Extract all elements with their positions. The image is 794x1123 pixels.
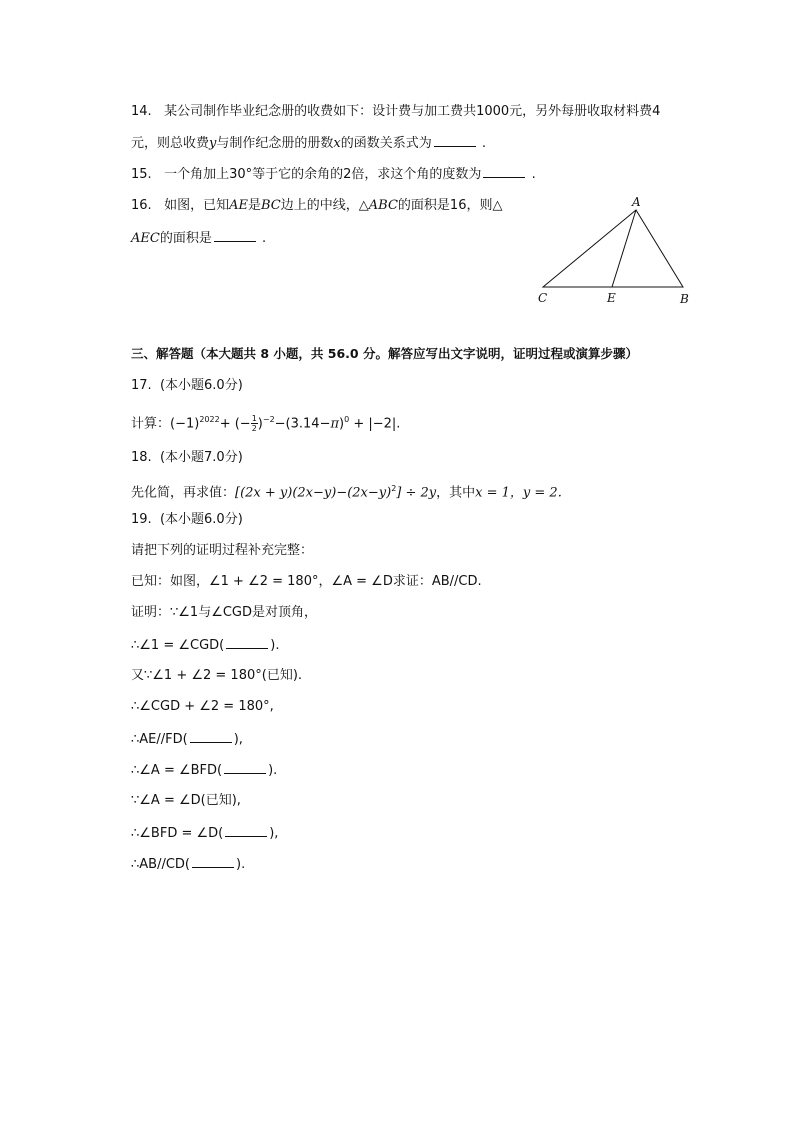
q19-step-7: [131, 823, 278, 844]
q18-header: [131, 448, 243, 468]
q16-text-3: 边上的中线，: [280, 198, 359, 213]
q19-blank-2[interactable]: [190, 729, 232, 743]
q18-score: (本小题7.0分): [159, 450, 243, 465]
q16-text-1: 如图，已知: [164, 198, 230, 213]
q19-step-8-end: ).: [236, 857, 246, 872]
q17-exp-3: 0: [344, 415, 350, 424]
label-c: C: [538, 291, 548, 305]
q19-header: [131, 510, 243, 530]
q17-part-5: ): [339, 416, 345, 432]
q17-label: 计算：: [131, 416, 171, 432]
q14-text-b: 与制作纪念册的册数: [216, 136, 334, 151]
q19-step-4-end: ),: [233, 732, 243, 747]
q18-condition: x = 1，y = 2.: [475, 485, 562, 501]
q16-period: .: [261, 231, 267, 246]
q19-step-1-end: ).: [270, 638, 280, 653]
q19-step-6: ∵∠A = ∠D(已知),: [131, 793, 241, 808]
q16-line1: [131, 196, 502, 216]
q17-header: [131, 376, 243, 396]
q19-step-7-end: ),: [269, 826, 279, 841]
q19-step-4-text: ∴AE//FD(: [131, 732, 188, 747]
q14-line2: [131, 133, 486, 154]
label-e: E: [607, 291, 616, 305]
q17-score: (本小题6.0分): [159, 378, 243, 393]
q15-answer-blank[interactable]: [483, 164, 525, 178]
q17-expression: [131, 410, 400, 434]
q14-text-line1: 某公司制作毕业纪念册的收费如下：设计费与加工费共1000元，另外每册收取材料费4: [164, 104, 661, 119]
q16-text-4: 的面积是16，则: [397, 198, 493, 213]
q14-number: 14.: [131, 104, 152, 119]
label-b: B: [680, 292, 689, 306]
label-a: A: [632, 195, 641, 209]
q16-var-bc: BC: [261, 198, 281, 213]
q19-blank-5[interactable]: [192, 854, 234, 868]
q19-step-7-text: ∴∠BFD = ∠D(: [131, 826, 224, 841]
q15-line: [131, 164, 536, 185]
section3-title: 三、解答题（本大题共 8 小题，共 56.0 分。解答应写出文字说明，证明过程或演算步骤）: [131, 346, 638, 361]
q17-frac-den: 2: [251, 424, 257, 434]
q19-score: (本小题6.0分): [159, 512, 243, 527]
q16-triangle-symbol-2: △: [492, 198, 503, 213]
q16-var-ae: AE: [229, 198, 248, 213]
q19-blank-4[interactable]: [225, 823, 267, 837]
q17-fraction: [251, 414, 258, 433]
q17-exp-2: −2: [262, 415, 275, 424]
q16-triangle-symbol: △: [358, 198, 369, 213]
q18-expr-2: ] ÷ 2y: [396, 485, 437, 501]
q16-text-2: 是: [248, 198, 262, 213]
q17-part-3: ): [257, 416, 263, 432]
q18-label: 先化简，再求值：: [131, 485, 236, 501]
q16-answer-blank[interactable]: [214, 228, 256, 242]
q14-period: .: [481, 136, 487, 151]
q17-part-4: −(3.14−: [274, 416, 331, 432]
q15-text: 一个角加上30°等于它的余角的2倍，求这个角的度数为: [164, 167, 482, 182]
q17-pi: π: [330, 416, 340, 432]
q18-square: 2: [391, 484, 397, 493]
q16-line2: [131, 228, 266, 249]
median-ae: [612, 210, 636, 287]
q14-text-c: 的函数关系式为: [340, 136, 432, 151]
q14-var-x: x: [333, 136, 341, 151]
triangle-abc: [543, 210, 683, 287]
q19-blank-3[interactable]: [224, 760, 266, 774]
q19-number: 19.: [131, 512, 152, 527]
q15-period: .: [531, 167, 536, 182]
q19-step-8: [131, 854, 245, 875]
q16-text-5: 的面积是: [159, 231, 212, 246]
q18-expression: [131, 479, 562, 503]
q14-text-a: 元，则总收费: [131, 136, 210, 151]
q18-number: 18.: [131, 450, 152, 465]
q17-frac-num: 1: [251, 414, 257, 424]
q16-triangle-figure: [530, 195, 700, 310]
q19-step-3: ∴∠CGD + ∠2 = 180°,: [131, 699, 274, 714]
q16-var-abc: ABC: [368, 198, 398, 213]
q19-step-5-end: ).: [268, 763, 278, 778]
q18-mid-text: ，其中: [436, 485, 476, 501]
q19-intro: 请把下列的证明过程补充完整：: [131, 543, 314, 558]
q17-part-2: + (−: [219, 416, 251, 432]
q17-part-1: (−1): [170, 416, 200, 432]
q19-proof-label: 证明：∵∠1与∠CGD是对顶角，: [131, 605, 318, 620]
q19-known: 已知：如图，∠1 + ∠2 = 180°，∠A = ∠D求证：AB//CD.: [131, 574, 482, 589]
q19-step-2: 又∵∠1 + ∠2 = 180°(已知).: [131, 668, 303, 683]
q19-step-5: [131, 760, 277, 781]
q19-step-1: [131, 635, 279, 656]
q16-var-aec: AEC: [131, 231, 160, 246]
q19-step-8-text: ∴AB//CD(: [131, 857, 191, 872]
q17-part-6: + |−2|.: [349, 416, 401, 432]
q19-blank-1[interactable]: [226, 635, 268, 649]
q17-exp-1: 2022: [199, 415, 220, 424]
q14-line1: [131, 102, 660, 122]
q18-expr: [(2x + y)(2x−y)−(2x−y): [235, 485, 392, 501]
q14-answer-blank[interactable]: [434, 133, 476, 147]
q15-number: 15.: [131, 167, 152, 182]
q14-var-y: y: [209, 136, 217, 151]
q19-step-1-text: ∴∠1 = ∠CGD(: [131, 638, 225, 653]
q19-step-4: [131, 729, 243, 750]
q17-number: 17.: [131, 378, 152, 393]
q16-number: 16.: [131, 198, 152, 213]
q19-step-5-text: ∴∠A = ∠BFD(: [131, 763, 223, 778]
